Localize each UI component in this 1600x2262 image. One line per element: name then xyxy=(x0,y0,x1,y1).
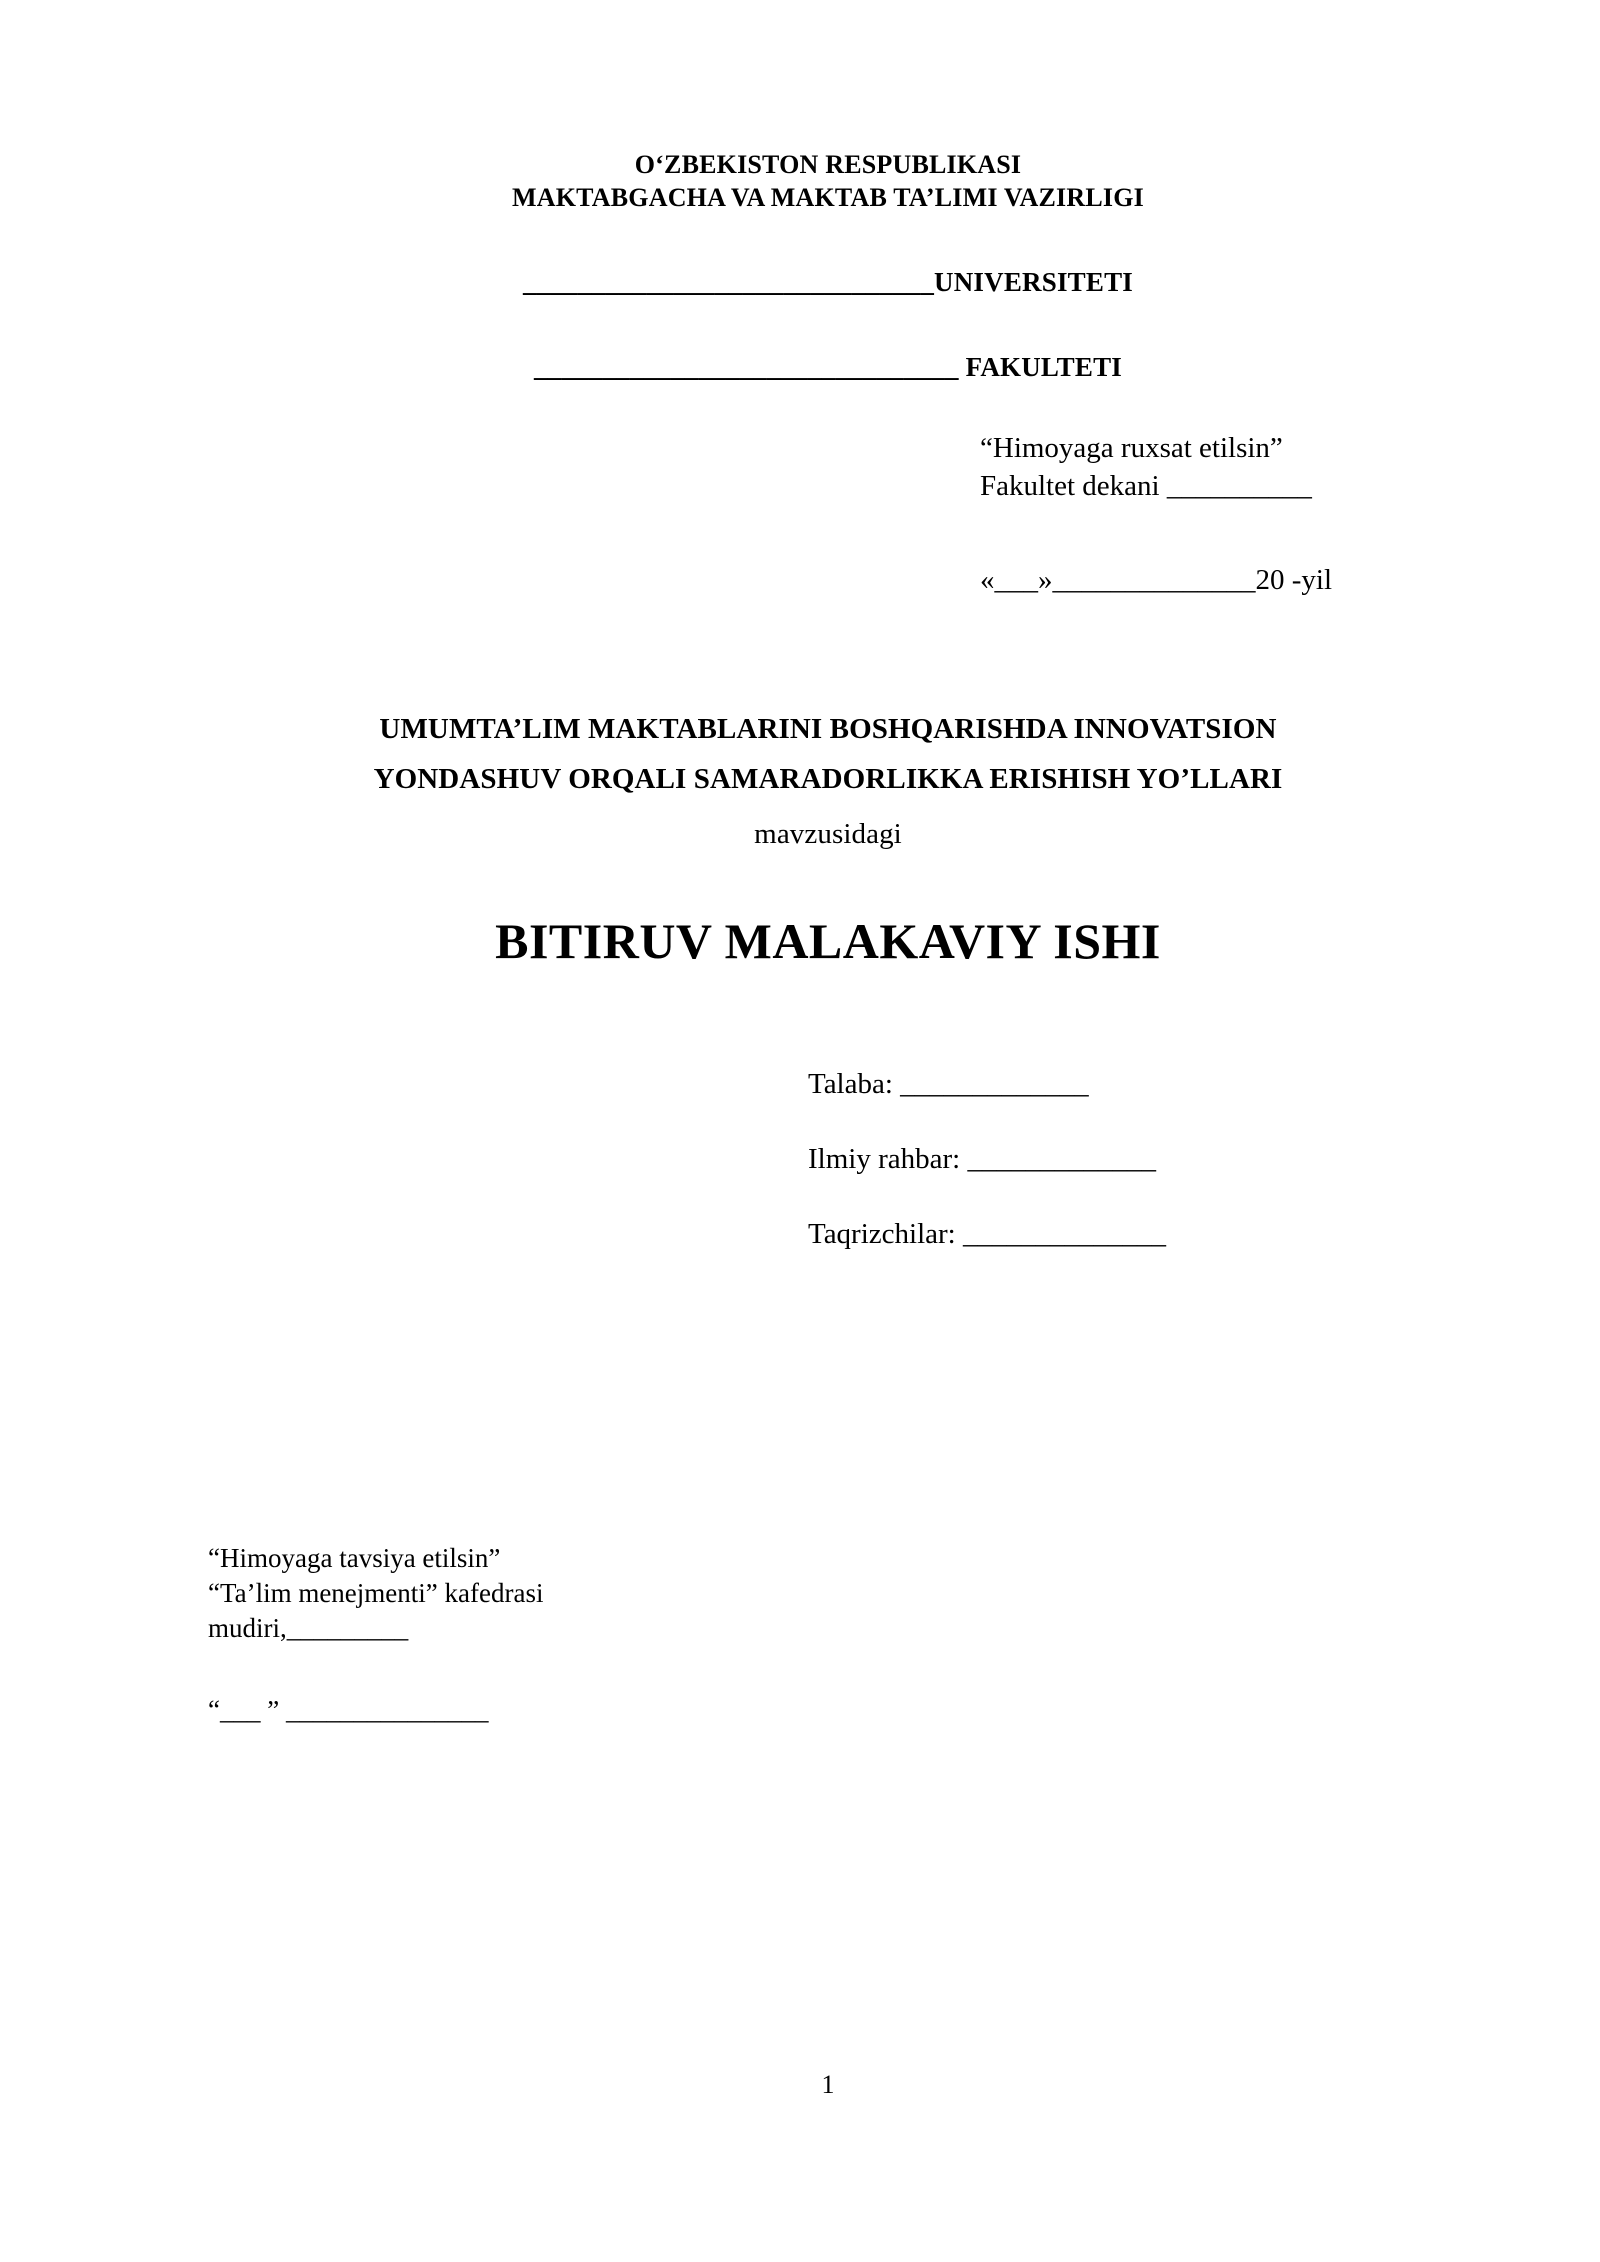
department-signature-line: “___ ” _______________ xyxy=(208,1694,489,1725)
approval-quote: “Himoyaga ruxsat etilsin” xyxy=(980,431,1283,464)
reviewers-field: Taqrizchilar: ______________ xyxy=(808,1218,1166,1251)
approval-dean: Fakultet dekani __________ xyxy=(980,470,1312,503)
thesis-topic-subtitle: mavzusidagi xyxy=(754,818,902,851)
student-field: Talaba: _____________ xyxy=(808,1068,1089,1101)
page-number: 1 xyxy=(821,2070,835,2099)
supervisor-field: Ilmiy rahbar: _____________ xyxy=(808,1143,1156,1176)
page-title: BITIRUV MALAKAVIY ISHI xyxy=(495,913,1161,970)
department-approval-line-3: mudiri,_________ xyxy=(208,1613,409,1644)
thesis-topic-line-2: YONDASHUV ORQALI SAMARADORLIKKA ERISHISH YO’LLARI xyxy=(373,762,1283,795)
ministry-line-1: O‘ZBEKISTON RESPUBLIKASI xyxy=(634,150,1022,179)
department-approval-line-1: “Himoyaga tavsiya etilsin” xyxy=(208,1543,501,1574)
thesis-topic-line-1: UMUMTA’LIM MAKTABLARINI BOSHQARISHDA INNOVATSION xyxy=(379,712,1277,745)
approval-date: «___»______________20 -yil xyxy=(980,563,1333,596)
faculty-field: _______________________________ FAKULTETI xyxy=(533,351,1122,382)
department-approval-block xyxy=(208,1541,1448,1646)
ministry-header xyxy=(208,148,1448,215)
approval-block xyxy=(980,429,1448,506)
department-approval-line-2: “Ta’lim menejmenti” kafedrasi xyxy=(208,1578,544,1609)
ministry-line-2: MAKTABGACHA VA MAKTAB TA’LIMI VAZIRLIGI xyxy=(512,183,1144,213)
thesis-topic xyxy=(208,705,1448,861)
people-block xyxy=(808,1070,1448,1249)
university-field: ______________________________UNIVERSITETI xyxy=(523,266,1133,297)
document-content xyxy=(208,0,1448,2099)
